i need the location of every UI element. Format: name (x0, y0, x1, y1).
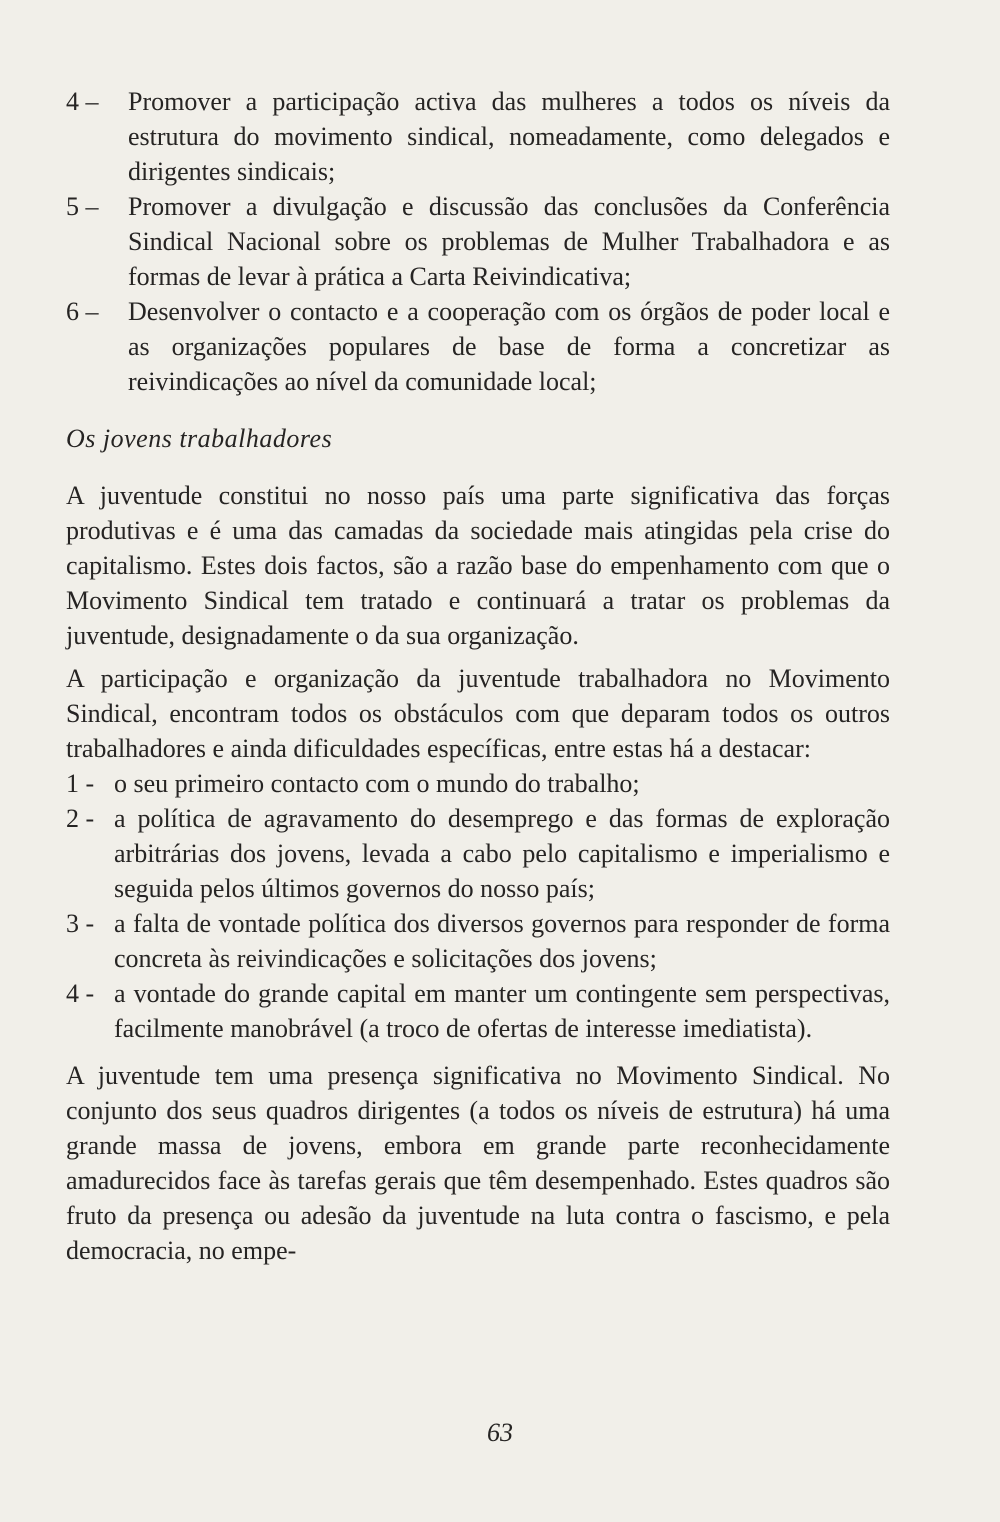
item-text: Desenvolver o contacto e a cooperação com os órgãos de poder local e as organizações populares de base de forma a concretizar as reivindicações ao nível da comunidade local; (128, 297, 890, 396)
section-heading: Os jovens trabalhadores (66, 424, 333, 453)
paragraph: A juventude tem uma presença significativa no Movimento Sindical. No conjunto dos seus quadros dirigentes (a todos os níveis de estrutura) há uma grande massa de jovens, embora em grande parte reconhecidamente amadurecidos face às tarefas gerais que têm desempenhado. Estes quadros são fruto da presença ou adesão da juventude na luta contra o fascismo, e pela democracia, no empe- (66, 1061, 890, 1265)
item-text: a vontade do grande capital em manter um contingente sem perspectivas, facilmente manobrável (a troco de ofertas de interesse imediatista). (114, 979, 890, 1043)
item-number: 5 – (66, 192, 99, 221)
item-number: 1 - (66, 769, 95, 798)
paragraph: A participação e organização da juventude trabalhadora no Movimento Sindical, encontram todos os obstáculos com que deparam todos os outros trabalhadores e ainda dificuldades específicas, entre estas há a destacar: (66, 664, 890, 763)
list-item (66, 801, 890, 906)
obstacles-list (66, 766, 890, 1046)
item-text: Promover a participação activa das mulheres a todos os níveis da estrutura do movimento sindical, nomeadamente, como delegados e dirigentes sindicais; (128, 87, 890, 186)
list-item (66, 906, 890, 976)
page-number: 63 (487, 1418, 513, 1447)
list-item (66, 976, 890, 1046)
item-number: 3 - (66, 909, 95, 938)
item-text: o seu primeiro contacto com o mundo do trabalho; (114, 769, 640, 798)
list-item (66, 766, 890, 801)
item-number: 6 – (66, 297, 99, 326)
item-text: a falta de vontade política dos diversos governos para responder de forma concreta às reivindicações e solicitações dos jovens; (114, 909, 890, 973)
demands-list-top (66, 84, 890, 399)
item-number: 2 - (66, 804, 95, 833)
item-number: 4 - (66, 979, 95, 1008)
list-item (66, 84, 890, 189)
item-text: a política de agravamento do desemprego e das formas de exploração arbitrárias dos jovens, levada a cabo pelo capitalismo e imperialismo e seguida pelos últimos governos do nosso país; (114, 804, 890, 903)
list-item (66, 294, 890, 399)
paragraph: A juventude constitui no nosso país uma parte significativa das forças produtivas e é uma das camadas da sociedade mais atingidas pela crise do capitalismo. Estes dois factos, são a razão base do empenhamento com que o Movimento Sindical tem tratado e continuará a tratar os problemas da juventude, designadamente o da sua organização. (66, 481, 890, 650)
page-content (66, 84, 890, 1276)
item-number: 4 – (66, 87, 99, 116)
list-item (66, 189, 890, 294)
item-text: Promover a divulgação e discussão das conclusões da Conferência Sindical Nacional sobre os problemas de Mulher Trabalhadora e as formas de levar à prática a Carta Reivindicativa; (128, 192, 890, 291)
